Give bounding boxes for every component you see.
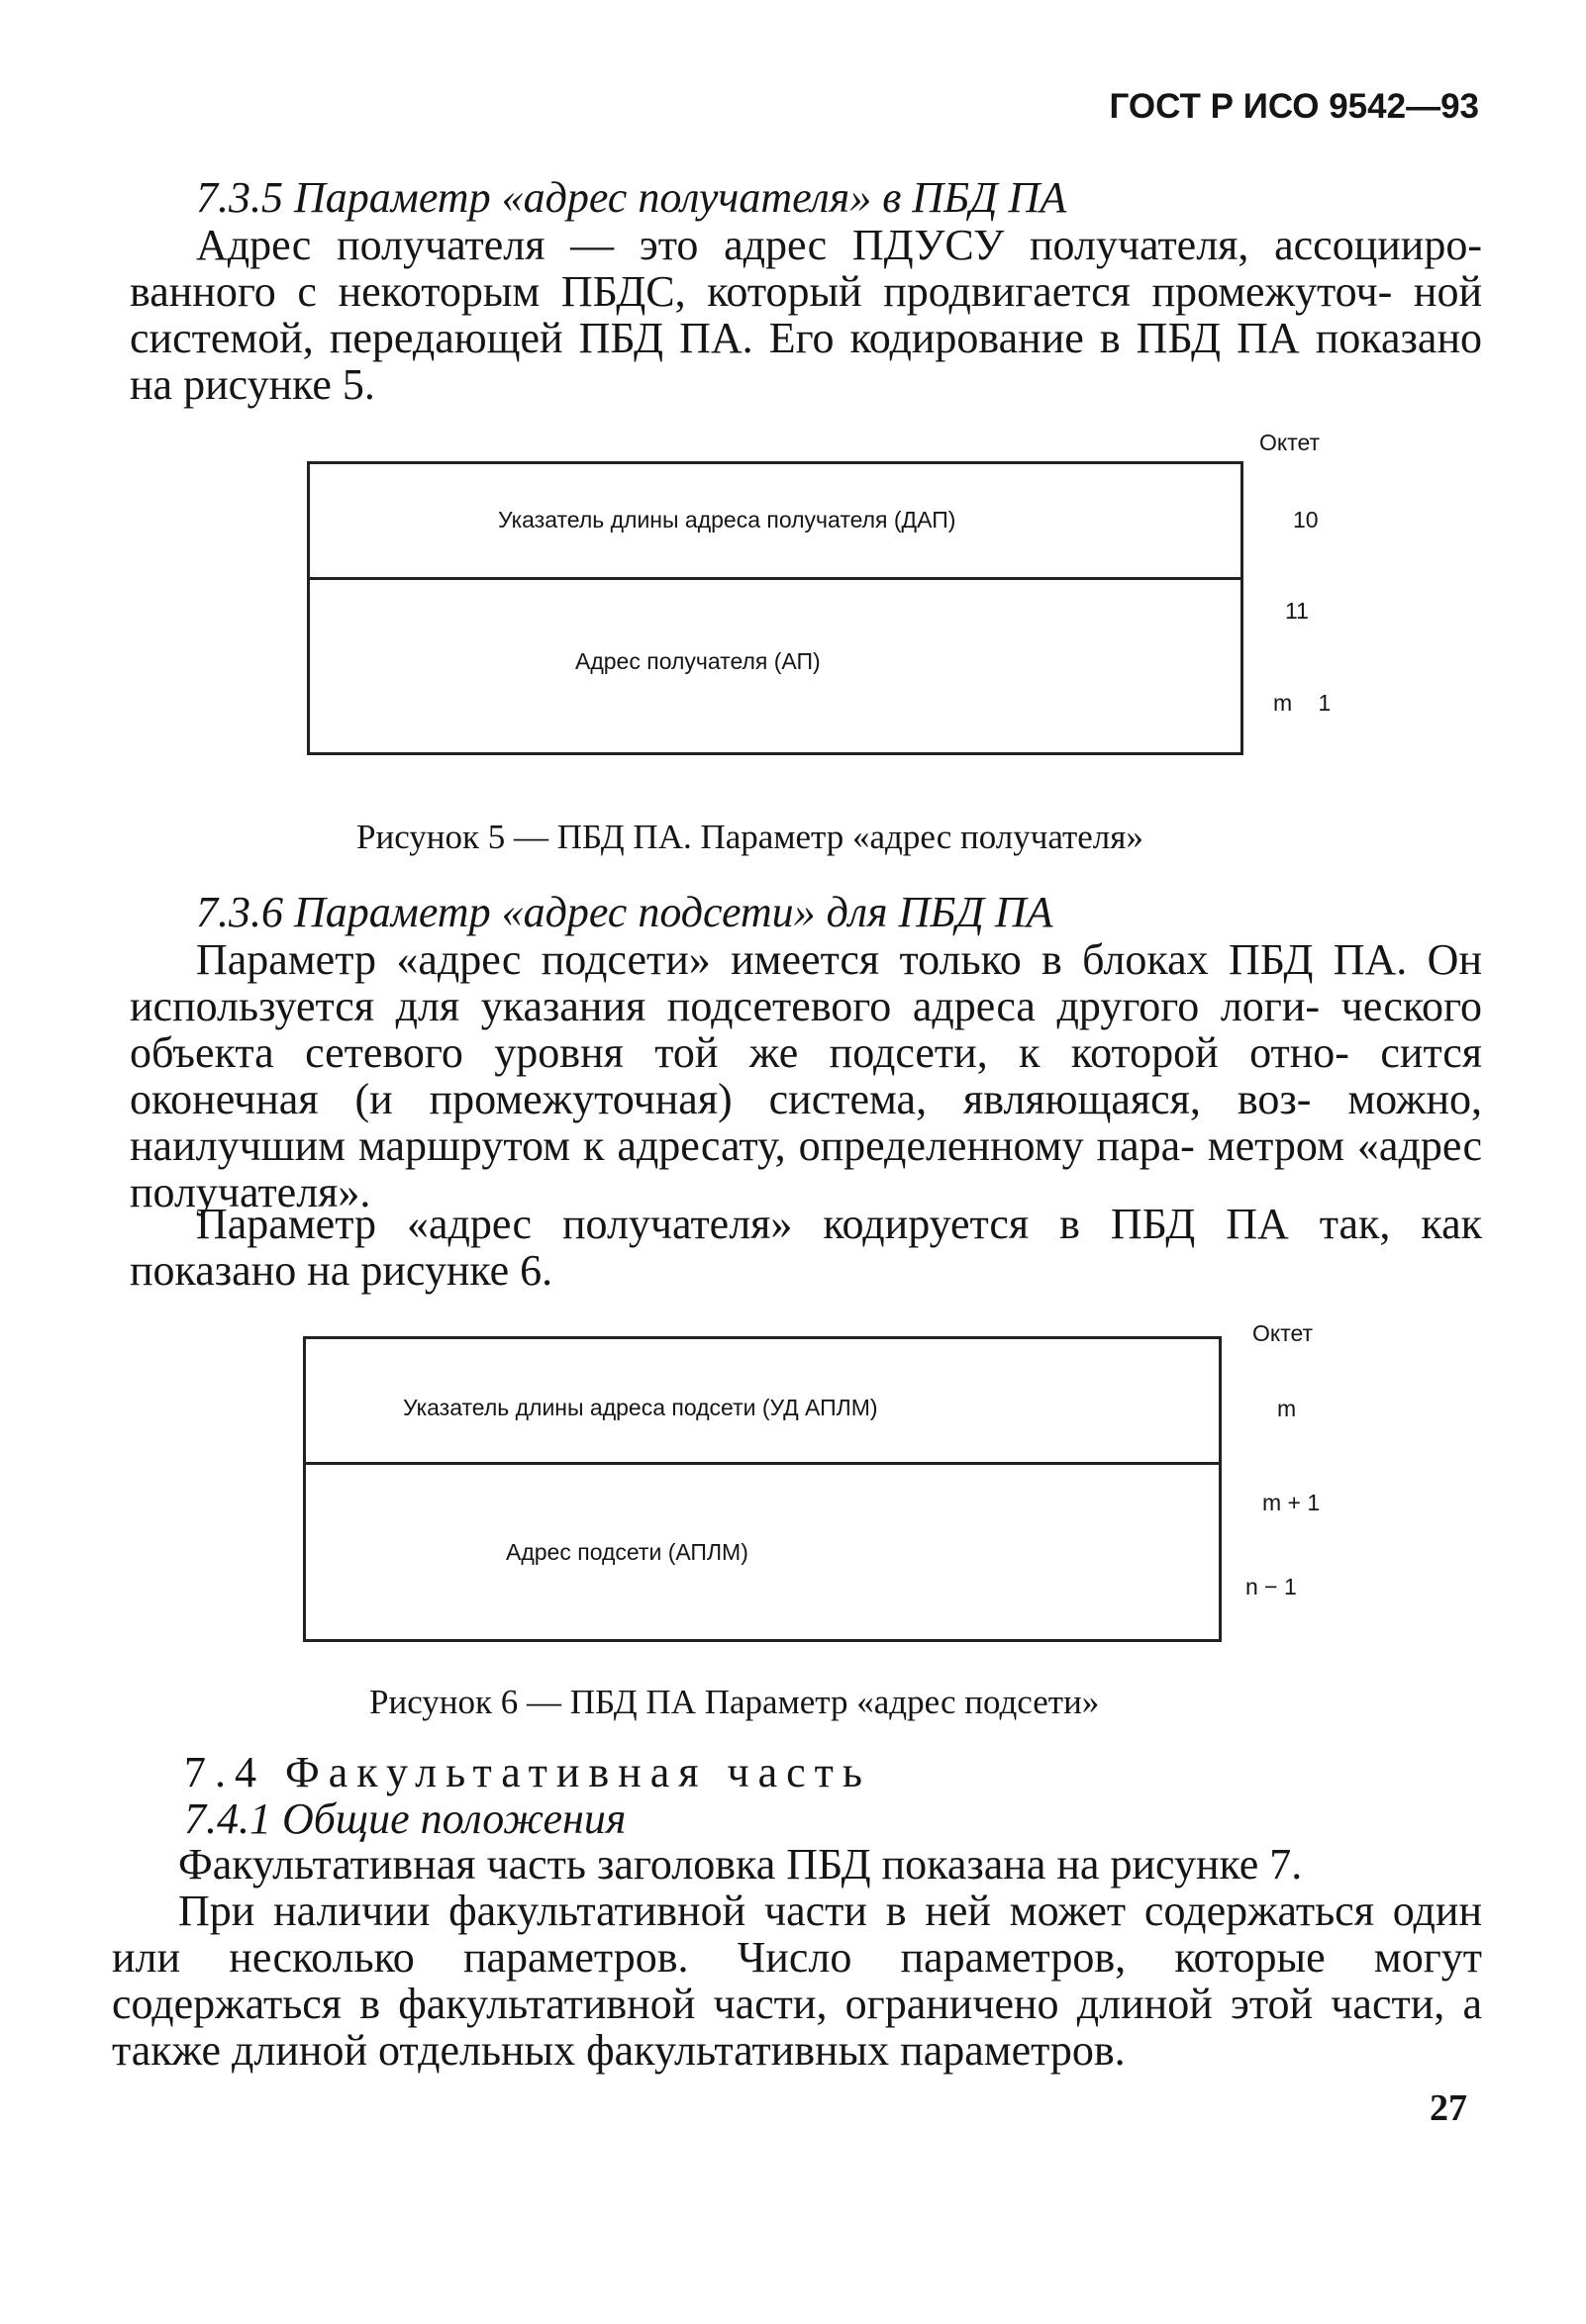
text-line: ванного с некоторым ПБДС, который продвигается промежуточ- [130,267,1393,316]
section-heading-7-4: 7.4 Факультативная часть [184,1748,871,1796]
text-line: Параметр «адрес получателя» кодируется в ПБД ПА так, как [196,1200,1482,1248]
text-line: Параметр «адрес подсети» имеется только в блоках ПБД ПА. [196,935,1408,984]
text-line: Он используется для указания подсетевого адреса другого логи- [130,935,1482,1030]
paragraph-7-3-5 [130,222,1482,408]
field-destination-length: Указатель длины адреса получателя (ДАП) [498,507,956,533]
pdu-field-diagram [303,1336,1222,1642]
octet-number: n − 1 [1245,1574,1297,1599]
text-line: содержаться в факультативной части, ограничено длиной этой [112,1980,1314,2028]
text-line: ческого объекта сетевого уровня той же подсети, к которой отно- [130,982,1482,1077]
field-divider [310,577,1240,580]
octet-number: 10 [1293,507,1319,533]
text-line: показано на рисунке 5. [130,314,1482,409]
text-line: Адрес получателя — это адрес ПДУСУ получателя, ассоцииро- [196,221,1482,269]
field-subnet-address: Адрес подсети (АПЛМ) [506,1539,748,1565]
section-heading-7-3-6: 7.3.6 Параметр «адрес подсети» для ПБД ПА [196,888,1053,936]
section-heading-7-3-5: 7.3.5 Параметр «адрес получателя» в ПБД ПА [196,173,1067,222]
octet-number: 11 [1285,598,1309,624]
octet-number: m + 1 [1262,1490,1321,1515]
field-subnet-length: Указатель длины адреса подсети (УД АПЛМ) [403,1395,878,1420]
text-line: части, а также длиной отдельных факультативных параметров. [112,1980,1483,2075]
paragraph-7-3-6-b [130,1201,1482,1294]
figure-6-caption: Рисунок 6 — ПБД ПА Параметр «адрес подсети» [369,1683,1100,1721]
document-code: ГОСТ Р ИСО 9542—93 [1109,87,1479,126]
pdu-field-diagram [307,461,1243,755]
octet-number: m 1 [1273,690,1332,716]
figure-5-caption: Рисунок 5 — ПБД ПА. Параметр «адрес получателя» [356,818,1143,856]
page-number: 27 [1430,2087,1467,2129]
text-line: один или несколько параметров. Число параметров, которые могут [112,1887,1482,1982]
text-line: показано на рисунке 6. [130,1246,553,1295]
text-line: можно, наилучшим маршрутом к адресату, определенному пара- [130,1075,1483,1170]
section-heading-7-4-1: 7.4.1 Общие положения [184,1794,627,1843]
text-line: метром «адрес получателя». [130,1121,1482,1216]
field-divider [306,1462,1219,1465]
paragraph-7-4-1-a: Факультативная часть заголовка ПБД показана на рисунке 7. [178,1840,1303,1888]
paragraph-7-4-1-b [112,1888,1482,2074]
octet-header: Октет [1252,1320,1314,1346]
text-line: При наличии факультативной части в ней может содержаться [178,1887,1374,1935]
paragraph-7-3-6-a [130,936,1482,1215]
text-line: сится оконечная (и промежуточная) система, являющаяся, воз- [130,1028,1483,1123]
text-line: ной системой, передающей ПБД ПА. Его кодирование в ПБД ПА [130,267,1482,362]
field-destination-address: Адрес получателя (АП) [575,648,821,674]
octet-number: m [1277,1396,1297,1421]
octet-header: Октет [1259,430,1321,455]
